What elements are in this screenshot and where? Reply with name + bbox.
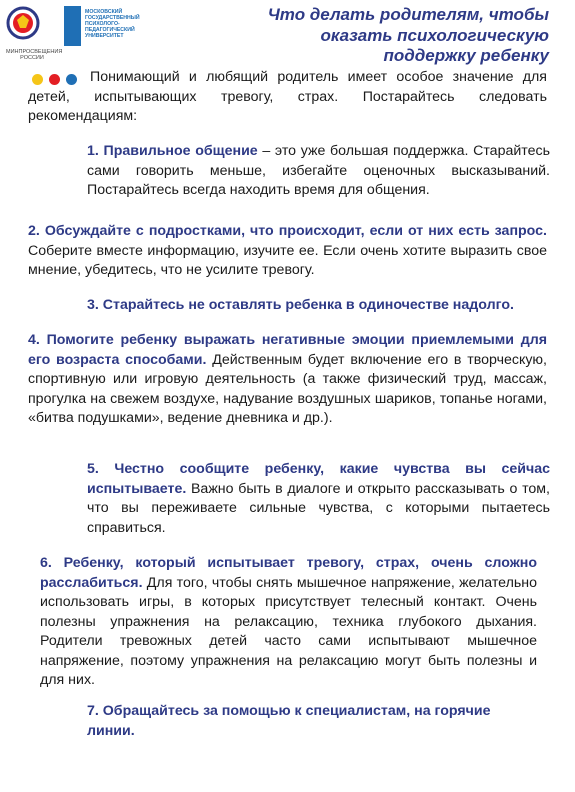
recommendation-heading: 2. Обсуждайте с подростками, что происходит, если от них есть запрос. [28,223,547,239]
recommendation-6 [40,554,537,691]
intro-paragraph: Понимающий и любящий родитель имеет особое значение для детей, испытывающих тревогу, страх. Постарайтесь следовать рекомендациям: [28,69,547,124]
recommendation-heading: 5. Честно сообщите ребенку, какие чувства вы сейчас испытываете. [87,461,550,497]
recommendation-heading: 7. Обращайтесь за помощью к специалистам, на горячие линии. [87,703,491,739]
recommendation-3 [87,296,550,316]
recommendation-1 [87,142,550,201]
page-title: Что делать родителям, чтобы оказать психологическую поддержку ребенку [267,5,549,65]
recommendation-heading: 4. Помогите ребенку выражать негативные эмоции приемлемыми для его возраста способами. [28,332,547,368]
recommendation-text: Важно быть в диалоге и открыто рассказывать о том, что вы переживаете сильные чувства, с которыми пытаетесь справиться. [87,480,550,536]
recommendation-2 [28,222,547,281]
recommendation-text: – это уже большая поддержка. Старайтесь сами говорить меньше, избегайте оценочных высказываний. Постарайтесь всегда находить время для общения. [87,143,550,198]
ministry-logo [6,6,63,61]
university-logo [64,6,159,46]
recommendation-5 [87,460,550,538]
recommendation-heading: 6. Ребенку, который испытывает тревогу, страх, очень сложно расслабиться. [40,555,537,591]
university-name: МОСКОВСКИЙ ГОСУДАРСТВЕННЫЙ ПСИХОЛОГО-ПЕДАГОГИЧЕСКИЙ УНИВЕРСИТЕТ [85,9,140,40]
eagle-emblem-icon [6,6,40,42]
recommendation-heading: 1. Правильное общение [87,143,258,159]
ministry-caption: МИНПРОСВЕЩЕНИЯ РОССИИ [6,49,63,61]
university-emblem-icon [64,6,81,46]
recommendation-heading: 3. Старайтесь не оставлять ребенка в одиночестве надолго. [87,297,514,313]
recommendation-4 [28,331,547,429]
recommendation-text: Для того, чтобы снять мышечное напряжение, желательно использовать игры, в которых присутствует телесный контакт. Очень полезны упражнения на релаксацию, техника глубокого дыхания. Родители тревожных детей часто сами испытывают мышечное напряжение, поэтому упражнения на релаксацию могут быть полезны и для них. [40,574,537,688]
recommendation-text: Действенным будет включение его в творческую, спортивную или игровую деятельность (а также физический труд, массаж, прогулка на свежем воздухе, надувание воздушных шариков, топанье ногами, «битва подушками», ведение дневника и др.). [28,351,548,426]
recommendation-7 [87,702,527,741]
recommendation-text: Соберите вместе информацию, изучите ее. Если очень хотите выразить свое мнение, убедитесь, что не усилите тревогу. [28,242,547,278]
